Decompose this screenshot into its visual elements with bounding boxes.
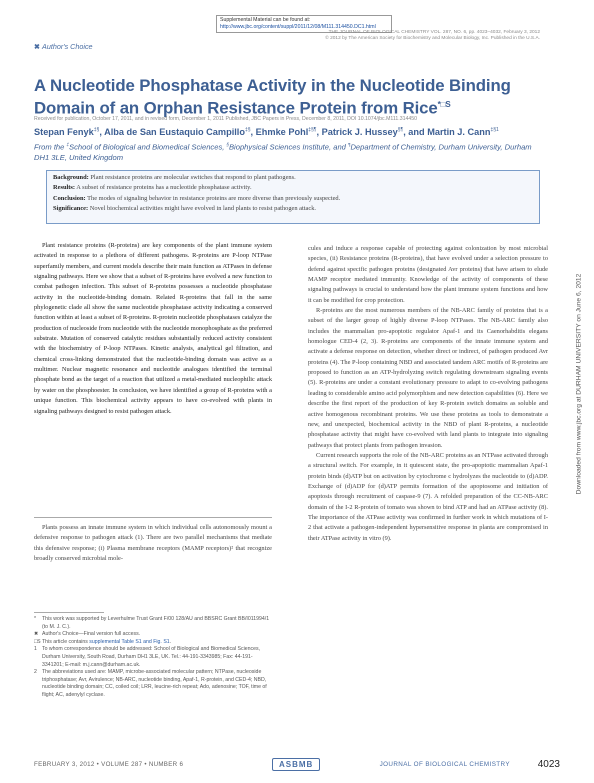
summary-row bbox=[53, 204, 533, 214]
footnote-text: Author's Choice—Final version full access. bbox=[42, 631, 141, 638]
author-list bbox=[34, 127, 499, 137]
authors-choice-text: Author's Choice bbox=[42, 42, 93, 51]
summary-box bbox=[46, 170, 540, 224]
affiliation bbox=[34, 140, 544, 164]
author-separator: , bbox=[99, 127, 105, 138]
author-name: Patrick J. Hussey bbox=[321, 127, 398, 138]
body-paragraph: R-proteins are the most numerous members of the NB-ARC family of proteins that is a subset of the larger group of highly diverse P-loop NTPases. The NB-ARC family also includes the mammalian pro-apoptotic regulator Apaf-1 and its Caenorhabditis elegans homologue CED-4 (2, 3). R-proteins are components of the innate immune system and activate a defense response on detection, whether direct or indirect, of pathogen produced Avr proteins (4). The P-loop containing NBD and associated tandem ARC motifs of R-proteins are proposed to function as an ATP-hydrolyzing switch regulating downstream signaling events (5). R-proteins are under a constant evolutionary pressure to adapt to co-evolving pathogens leading to considerable amino acid polymorphism and new detection capabilities (6). Here we describe the first report of the production of key R-protein switch domains as soluble and active homogenous recombinant proteins. We use these proteins as tools to demonstrate a new, and unexpected, biochemical activity in the NBD of plant R-proteins, a nucleotide phosphatase activity that might have co-evolved with land plants to integrate into signaling pathways that protect plants from pathogen invasion. bbox=[308, 307, 548, 449]
footnote bbox=[34, 646, 272, 669]
author-name: Martin J. Cann bbox=[427, 127, 491, 138]
affiliation-mark: ¶ bbox=[348, 142, 351, 147]
summary-label: Conclusion: bbox=[53, 194, 86, 202]
page-footer bbox=[34, 758, 560, 774]
footnote-text: The abbreviations used are: MAMP, microbe-associated molecular pattern; NTPase, nucleoside triphosphatase; Avr, Avirulence; NB-ARC, nucleotide binding, Apaf-1, R-protein, and CED-4; NBD, nucleotide binding domain; CC, coiled coil; LRR, leucine-rich repeat; Ado, adenosine; TOF, time of flight; AC, adenylyl cyclase. bbox=[42, 669, 267, 698]
footnote-mark: 1 bbox=[34, 646, 37, 653]
right-column bbox=[308, 244, 548, 544]
summary-row bbox=[53, 183, 533, 193]
download-sidebar bbox=[575, 174, 583, 594]
affiliation-mark: ‡ bbox=[66, 142, 70, 147]
footnote-mark: 2 bbox=[34, 669, 37, 676]
footnote-text: This article contains bbox=[42, 638, 90, 645]
supplemental-link[interactable]: http://www.jbc.org/content/suppl/2011/12/08/M111.314450.DC1.html bbox=[220, 24, 376, 30]
summary-text: A subset of resistance proteins has a nucleotide phosphatase activity. bbox=[75, 184, 252, 192]
author-separator: , bbox=[316, 127, 322, 138]
affiliation-mark: § bbox=[226, 142, 229, 147]
footnotes bbox=[34, 616, 272, 700]
footnote bbox=[34, 669, 272, 699]
summary-label: Significance: bbox=[53, 205, 89, 213]
title-footnote-marks: *□S bbox=[437, 100, 451, 109]
footnote-divider bbox=[34, 612, 104, 613]
journal-copyright: © 2012 by The American Society for Biochemistry and Molecular Biology, Inc. Published in the U.S.A. bbox=[325, 36, 540, 42]
download-notice: Downloaded from www.jbc.org at DURHAM UNIVERSITY on June 6, 2012 bbox=[575, 273, 583, 495]
journal-citation: THE JOURNAL OF BIOLOGICAL CHEMISTRY VOL. 287, NO. 6, pp. 4023–4032, February 3, 2012 bbox=[328, 30, 540, 35]
intro-paragraph-left: Plants possess an innate immune system in which individual cells autonomously mount a defensive response to pathogen attack (1). There are two parallel mechanisms that mediate this defensive response; (i) Plasma membrane receptors (MAMP receptors)² that recognize broadly conserved microbial mole- bbox=[34, 524, 272, 563]
footnote bbox=[34, 616, 272, 631]
footer-issue: FEBRUARY 3, 2012 • VOLUME 287 • NUMBER 6 bbox=[34, 761, 184, 768]
abstract-divider bbox=[34, 517, 272, 518]
affiliation-dept1: School of Biological and Biomedical Sciences, bbox=[69, 142, 227, 152]
author-affiliation-mark: §¶ bbox=[397, 127, 404, 133]
summary-row bbox=[53, 173, 533, 183]
supplemental-line1: Supplemental Material can be found at: bbox=[220, 17, 311, 23]
footnote-text: This work was supported by Leverhulme Trust Grant F/00 128/AU and BBSRC Grant BB/I011994/1 (to M. J. C.). bbox=[42, 616, 270, 630]
authors-choice-label bbox=[34, 42, 93, 51]
summary-text: Plant resistance proteins are molecular switches that respond to plant pathogens. bbox=[88, 174, 296, 181]
affiliation-prefix: From the bbox=[34, 142, 67, 152]
author-name: Alba de San Eustaquio Campillo bbox=[104, 127, 245, 138]
asbmb-logo: ASBMB bbox=[272, 758, 320, 771]
article-title bbox=[34, 76, 534, 118]
journal-header bbox=[325, 30, 540, 42]
summary-text: The modes of signaling behavior in resistance proteins are more diverse than previously suspected. bbox=[85, 194, 341, 202]
authors-choice-icon: ✖ bbox=[34, 42, 41, 51]
author-affiliation-mark: ‡§1 bbox=[490, 127, 499, 133]
footnote-mark: □S bbox=[34, 638, 41, 645]
supplemental-link[interactable]: supplemental Table S1 and Fig. S1 bbox=[89, 638, 170, 645]
author-affiliation-mark: ‡§ bbox=[93, 127, 100, 133]
affiliation-dept2: Biophysical Sciences Institute, and bbox=[228, 142, 349, 152]
footnote-text: . bbox=[169, 638, 172, 645]
author-affiliation-mark: ‡§¶ bbox=[308, 127, 317, 133]
received-line: Received for publication, October 17, 2011, and in revised form, December 1, 2011 Published, JBC Papers in Press, December 8, 2011, DOI 10.1074/jbc.M111.314450 bbox=[34, 116, 418, 122]
author-name: Ehmke Pohl bbox=[255, 127, 309, 138]
footnote bbox=[34, 639, 272, 647]
article-title-text: A Nucleotide Phosphatase Activity in the Nucleotide Binding Domain of an Orphan Resistance Protein from Rice bbox=[34, 76, 511, 118]
footnote bbox=[34, 631, 272, 639]
page-number: 4023 bbox=[537, 759, 560, 770]
author-name: Stepan Fenyk bbox=[34, 127, 94, 138]
body-paragraph: Current research supports the role of the NB-ARC proteins as an NTPase activated through a structural switch. For example, in it quiescent state, the pro-apoptotic mammalian Apaf-1 protein binds (d)ATP but on activation by cytochrome c hydrolyzes the nucleotide to (d)ADP. Exchange of (d)ADP for (d)ATP permits formation of the apoptosome and initiation of apoptosis through recruitment of caspase-9 (7). A refolded preparation of the CC-NB-ARC domain of the I-2 R-protein of tomato was shown to bind ATP and had an ATPase activity (8). The importance of the ATPase activity was confirmed in further work in which mutations of I-2 that activate a pathogen-independent hypersensitive response in planta are compromised in their ATPase activity in vitro (9). bbox=[308, 451, 548, 542]
summary-row bbox=[53, 194, 533, 204]
footnote-mark: * bbox=[34, 616, 37, 622]
author-separator: , and bbox=[403, 127, 428, 138]
body-paragraph: cules and induce a response capable of protecting against colonization by most microbial species, (ii) Resistance proteins (R-proteins), that have evolved under a selection pressure to defend against specific pathogen proteins (designated Avr proteins) that have arisen to elude MAMP receptor mediated immunity. Knowledge of the activity of components of these signaling pathways is crucial to understand how the plant immune system functions and how it can be modified for crop protection. bbox=[308, 245, 548, 304]
author-affiliation-mark: ‡§ bbox=[244, 127, 251, 133]
summary-text: Novel biochemical activities might have evolved in land plants to resist pathogen attack. bbox=[88, 205, 317, 213]
footnote-text: To whom correspondence should be addressed: School of Biological and Biomedical Sciences, Durham University, South Road, Durham DH1 3LE, UK. Tel.: 44-191-3343985; Fax: 44-191-3341201; E-mail: m.j.cann@durham.ac.uk. bbox=[42, 646, 261, 668]
footer-journal: JOURNAL OF BIOLOGICAL CHEMISTRY bbox=[379, 761, 510, 768]
summary-label: Background: bbox=[53, 174, 89, 181]
footnote-mark: ✖ bbox=[34, 631, 39, 638]
author-separator: , bbox=[250, 127, 256, 138]
abstract: Plant resistance proteins (R-proteins) are key components of the plant immune system activated in response to a plethora of different pathogens. R-proteins are P-loop NTPase superfamily members, and current models describe their main function as ATPases in defense signaling pathways. Here we show that a subset of R-proteins have evolved a new function to combat pathogen infection. This subset of R-proteins possesses a nucleotide phosphatase activity in the nucleotide-binding domain. Related R-proteins that fall in the same phylogenetic clade all show the same nucleotide phosphatase activity indicating a conserved function within at least a subset of R-proteins. R-protein nucleotide phosphatases catalyze the production of nucleoside from nucleotide with the nucleotide monophosphate as the preferred substrate. Mutation of conserved catalytic residues substantially reduced activity consistent with the biochemistry of P-loop NTPases. Kinetic analysis, analytical gel filtration, and chemical cross-linking demonstrated that the nucleotide-binding domain was active as a multimer. Nuclear magnetic resonance and nucleotide analogues identified the terminal phosphate bond as the target of a reaction that utilized a metal-mediated nucleophilic attack by water on the phosphoester. In conclusion, we have identified a group of R-proteins with a unique function. This biochemical activity appears to have co-evolved with plants in signaling pathways designed to resist pathogen attack. bbox=[34, 242, 272, 415]
summary-label: Results: bbox=[53, 184, 76, 192]
affiliation-dept3: Department of Chemistry, Durham University, Durham DH1 3LE, United Kingdom bbox=[34, 142, 532, 163]
